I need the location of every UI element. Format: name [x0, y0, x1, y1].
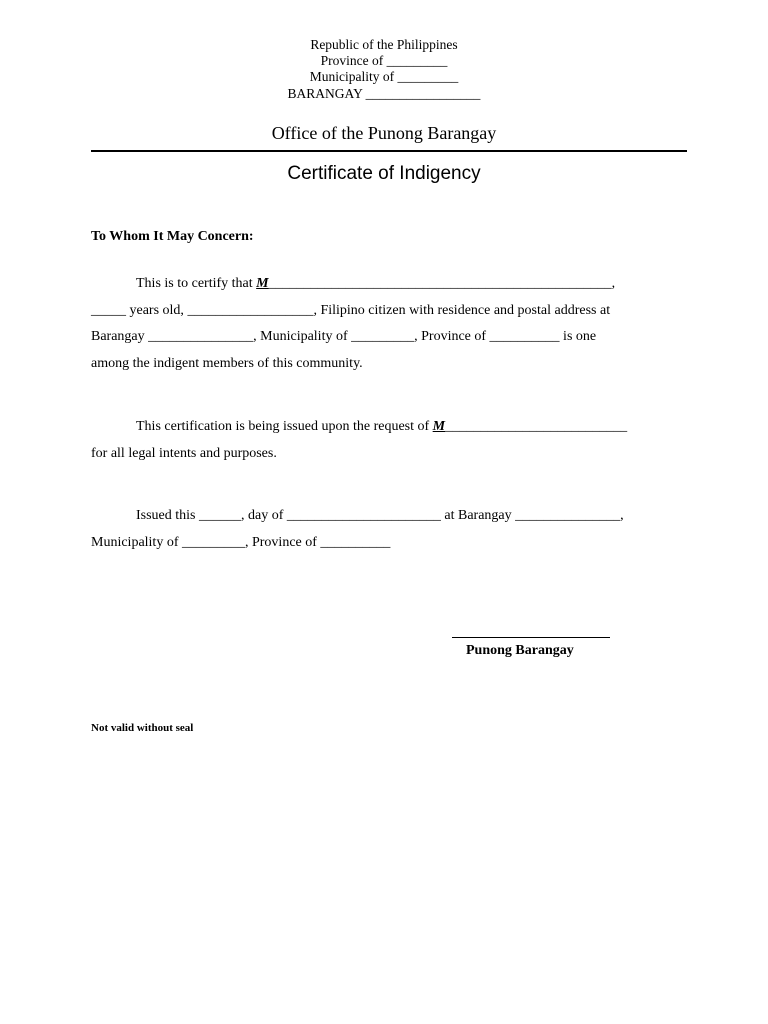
- para1-comma: ,: [611, 276, 616, 291]
- header-republic: Republic of the Philippines: [310, 37, 458, 52]
- signature-line: [452, 637, 610, 638]
- requester-prefix: M: [432, 419, 446, 434]
- para1-line2: [91, 303, 610, 319]
- certificate-title: Certificate of Indigency: [287, 163, 481, 184]
- requester-blank: __________________________: [445, 419, 628, 434]
- para3-text: Issued this: [136, 508, 199, 523]
- name-blank: _________________________________________________: [268, 276, 612, 291]
- office-title: Office of the Punong Barangay: [271, 123, 497, 143]
- para1-line1: [136, 276, 615, 292]
- para3-line2: Municipality of _________, Province of __________: [91, 535, 391, 550]
- issue-day-blank: ______: [199, 508, 241, 523]
- signatory-title: Punong Barangay: [466, 643, 574, 658]
- para3-text: at Barangay _______________,: [440, 508, 624, 523]
- issue-month-blank: ______________________: [286, 508, 441, 523]
- para3-line1: [136, 508, 624, 524]
- para1-line4: among the indigent members of this community.: [91, 356, 363, 371]
- header-municipality: Municipality of _________: [309, 69, 459, 84]
- para1-text: , Filipino citizen with residence and postal address at: [313, 303, 611, 318]
- salutation: To Whom It May Concern:: [91, 229, 254, 244]
- para1-text: years old,: [126, 303, 188, 318]
- para2-line1: [136, 419, 627, 435]
- header-province: Province of _________: [320, 53, 448, 68]
- para2-text: This certification is being issued upon the request of: [136, 419, 433, 434]
- para1-line3: Barangay _______________, Municipality of _________, Province of __________ is one: [91, 329, 597, 344]
- age-blank: _____: [91, 303, 126, 318]
- para3-text: , day of: [241, 508, 287, 523]
- para1-text: This is to certify that: [136, 276, 257, 291]
- para2-line2: for all legal intents and purposes.: [91, 446, 277, 461]
- header-barangay: BARANGAY _________________: [287, 86, 481, 101]
- seal-note: Not valid without seal: [91, 722, 194, 734]
- name-prefix: M: [256, 276, 269, 291]
- header-rule: [91, 150, 687, 152]
- status-blank: __________________: [187, 303, 314, 318]
